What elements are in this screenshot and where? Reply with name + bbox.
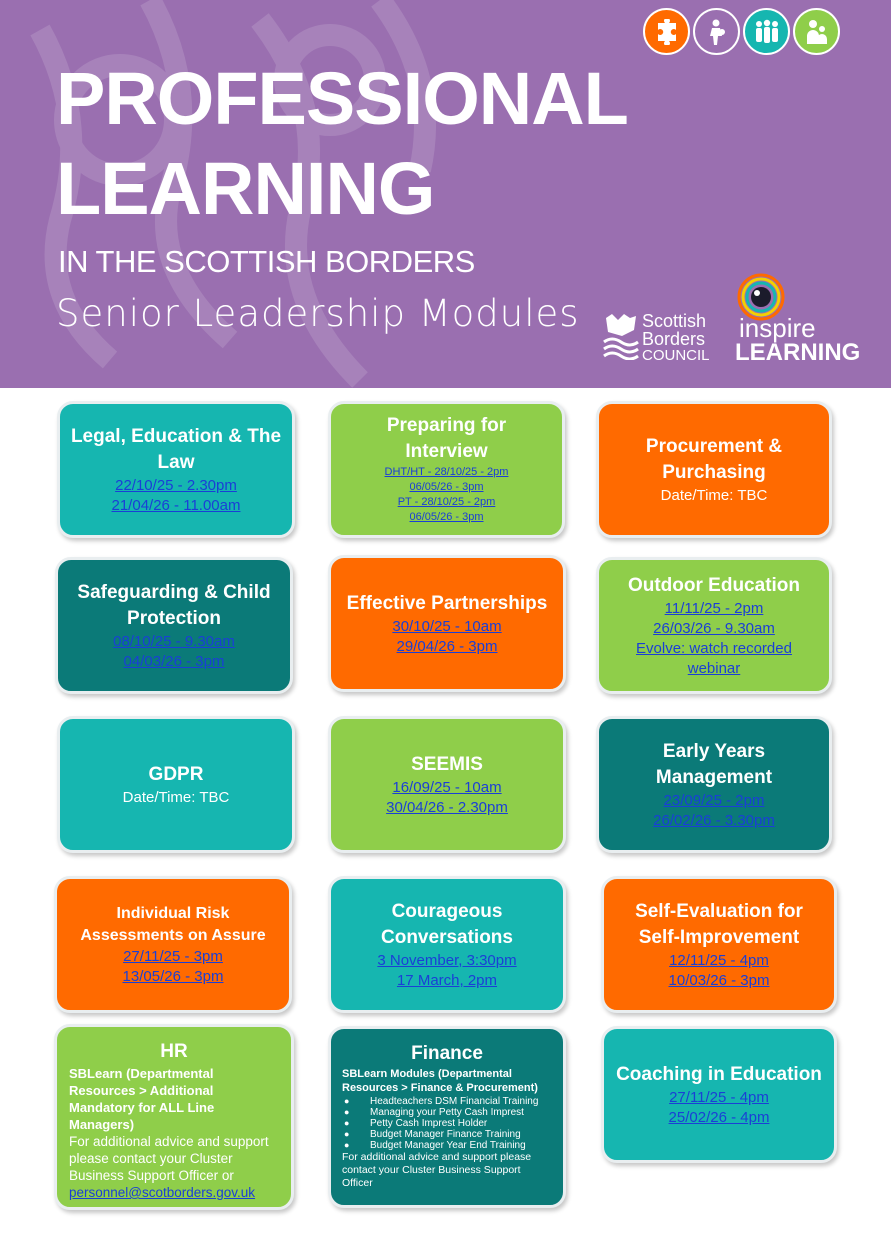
mother-baby-icon	[693, 8, 740, 55]
finance-module-list	[342, 1096, 538, 1151]
session-date-link[interactable]: DHT/HT - 28/10/25 - 2pm	[384, 465, 509, 478]
session-date-link[interactable]: 27/11/25 - 3pm	[123, 947, 223, 965]
list-item: ● Budget Manager Year End Training	[342, 1140, 538, 1151]
session-date-link[interactable]: 06/05/26 - 3pm	[409, 480, 484, 493]
puzzle-icon	[643, 8, 690, 55]
module-card-legal[interactable]	[57, 401, 295, 538]
module-title: Preparing for Interview	[386, 414, 507, 462]
date-time-note: Date/Time: TBC	[660, 486, 768, 504]
module-title: Early Years Management	[655, 740, 773, 788]
session-date-link[interactable]: 25/02/26 - 4pm	[668, 1108, 770, 1126]
module-card-gdpr[interactable]	[57, 716, 295, 853]
module-card-courageous[interactable]	[328, 876, 566, 1013]
finance-sblearn-path: SBLearn Modules (Departmental Resources > Finance & Procurement)	[342, 1068, 538, 1094]
session-date-link[interactable]: 26/03/26 - 9.30am	[653, 619, 775, 637]
module-card-risk[interactable]	[54, 876, 292, 1013]
session-date-link[interactable]: PT - 28/10/25 - 2pm	[397, 495, 496, 508]
session-date-link[interactable]: 13/05/26 - 3pm	[122, 967, 224, 985]
session-date-link[interactable]: 30/10/25 - 10am	[392, 617, 502, 635]
script-title: Senior Leadership Modules	[56, 292, 580, 335]
module-card-hr[interactable]	[54, 1024, 294, 1210]
session-date-link[interactable]: 22/10/25 - 2.30pm	[115, 476, 237, 494]
list-item: ● Headteachers DSM Financial Training	[342, 1096, 538, 1107]
module-card-procurement[interactable]	[596, 401, 832, 538]
session-date-link[interactable]: 08/10/25 - 9.30am	[113, 632, 235, 650]
recorded-webinar-link[interactable]: Evolve: watch recorded webinar	[636, 639, 792, 677]
module-title: HR	[160, 1041, 188, 1062]
module-title: Procurement & Purchasing	[645, 435, 783, 483]
session-date-link[interactable]: 04/03/26 - 3pm	[123, 652, 225, 670]
session-date-link[interactable]: 26/02/26 - 3.30pm	[653, 811, 775, 829]
module-title: Individual Risk Assessments on Assure	[80, 904, 266, 944]
module-title: Finance	[411, 1043, 483, 1064]
title-line-2: LEARNING	[56, 147, 435, 230]
module-title: Legal, Education & The Law	[70, 425, 282, 473]
module-title: SEEMIS	[411, 753, 483, 775]
module-title: Self-Evaluation for Self-Improvement	[635, 900, 803, 948]
parent-child-icon	[793, 8, 840, 55]
hr-advice-text: For additional advice and support please contact your Cluster Business Support Officer or	[69, 1134, 269, 1183]
session-date-link[interactable]: 21/04/26 - 11.00am	[111, 496, 241, 514]
session-date-link[interactable]: 06/05/26 - 3pm	[409, 510, 484, 523]
list-item: ● Managing your Petty Cash Imprest	[342, 1107, 538, 1118]
module-card-interview[interactable]	[328, 401, 565, 538]
module-title: Courageous Conversations	[381, 900, 513, 948]
title-line-1: PROFESSIONAL	[56, 57, 628, 140]
session-date-link[interactable]: 27/11/25 - 4pm	[669, 1088, 769, 1106]
finance-advice-text: For additional advice and support please contact your Cluster Business Support Officer	[342, 1151, 532, 1189]
list-item: ● Budget Manager Finance Training	[342, 1129, 538, 1140]
session-date-link[interactable]: 3 November, 3:30pm	[377, 951, 517, 969]
personnel-email-link[interactable]: personnel@scotborders.gov.uk	[69, 1185, 256, 1200]
module-card-safeguarding[interactable]	[55, 557, 293, 694]
session-date-link[interactable]: 11/11/25 - 2pm	[664, 599, 764, 617]
council-name-line2: Borders	[642, 329, 706, 349]
module-title: Safeguarding & Child Protection	[77, 581, 271, 629]
list-item: ● Petty Cash Imprest Holder	[342, 1118, 538, 1129]
council-name-line3: COUNCIL	[642, 347, 710, 364]
badge-row	[643, 8, 840, 55]
module-title: Effective Partnerships	[346, 592, 548, 614]
inspire-word: inspire	[739, 313, 816, 343]
family-group-icon	[743, 8, 790, 55]
subtitle: IN THE SCOTTISH BORDERS	[58, 244, 475, 279]
module-card-coaching[interactable]	[601, 1026, 837, 1163]
council-crest-icon	[602, 312, 640, 360]
date-time-note: Date/Time: TBC	[122, 788, 230, 806]
session-date-link[interactable]: 30/04/26 - 2.30pm	[386, 798, 508, 816]
session-date-link[interactable]: 17 March, 2pm	[396, 971, 498, 989]
module-title: Coaching in Education	[616, 1063, 822, 1085]
session-date-link[interactable]: 23/09/25 - 2pm	[663, 791, 765, 809]
module-card-early-years[interactable]	[596, 716, 832, 853]
module-card-finance[interactable]	[328, 1026, 566, 1208]
module-card-seemis[interactable]	[328, 716, 566, 853]
module-card-outdoor[interactable]	[596, 557, 832, 694]
hr-sblearn-path: SBLearn (Departmental Resources > Additional Mandatory for ALL Line Managers)	[69, 1066, 215, 1132]
module-title: GDPR	[148, 763, 204, 785]
session-date-link[interactable]: 12/11/25 - 4pm	[669, 951, 769, 969]
session-date-link[interactable]: 16/09/25 - 10am	[392, 778, 502, 796]
module-card-partnerships[interactable]	[328, 555, 566, 692]
module-title: Outdoor Education	[627, 574, 801, 596]
session-date-link[interactable]: 29/04/26 - 3pm	[396, 637, 498, 655]
session-date-link[interactable]: 10/03/26 - 3pm	[668, 971, 770, 989]
header-banner	[0, 0, 891, 388]
council-name-line1: Scottish	[642, 311, 707, 331]
module-card-self-evaluation[interactable]	[601, 876, 837, 1013]
learning-word: LEARNING	[735, 339, 861, 366]
